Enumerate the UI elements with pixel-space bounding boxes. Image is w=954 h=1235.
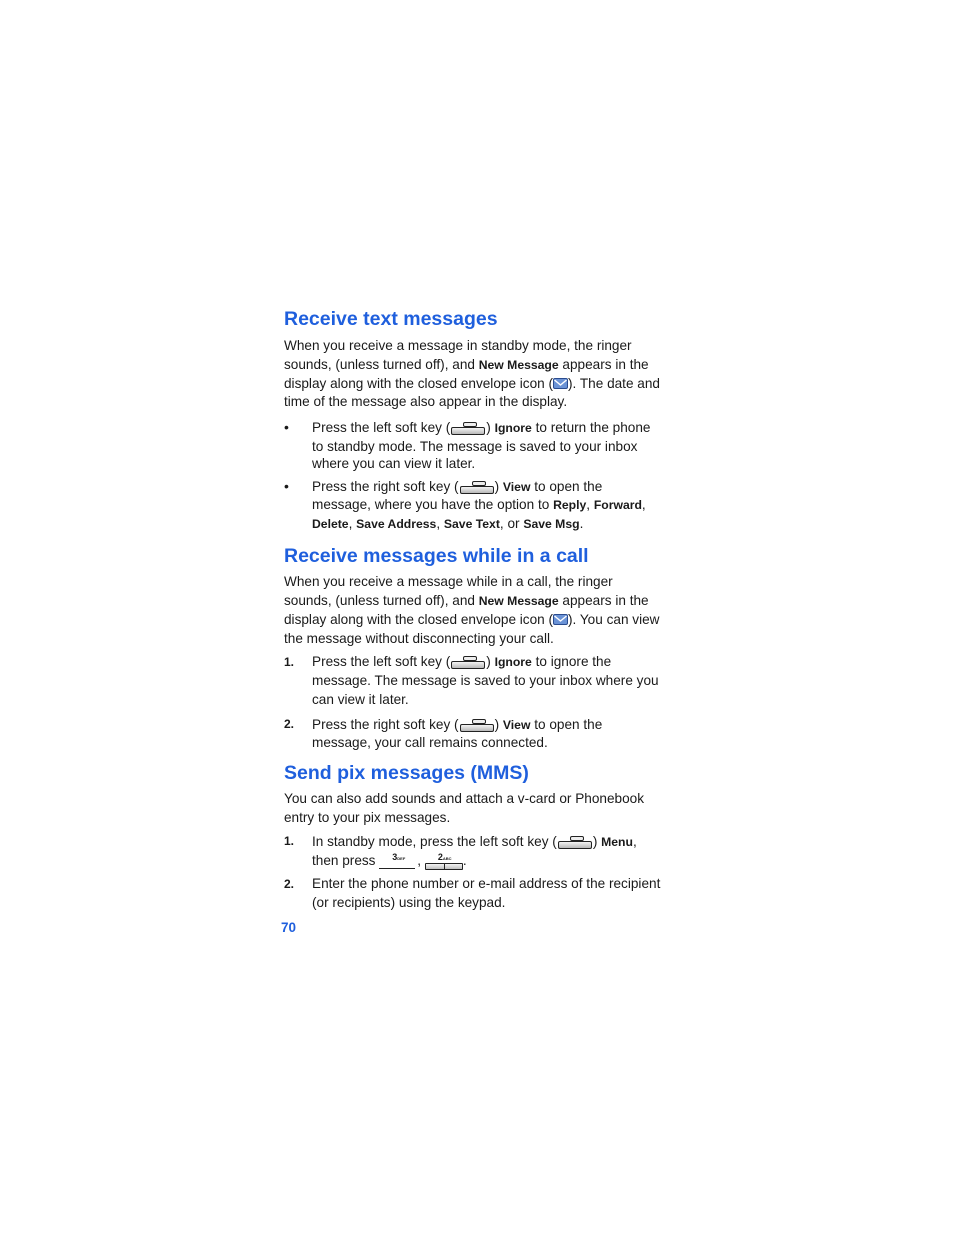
section-heading-send-pix: Send pix messages (MMS) — [284, 761, 529, 784]
envelope-icon — [553, 614, 568, 625]
key-3-icon: 3DEF — [379, 855, 417, 869]
manual-page-content — [284, 306, 664, 913]
list-item: 2. Enter the phone number or e-mail address of the recipient (or recipients) using the keypad. — [284, 876, 661, 911]
step-number: 1. — [284, 834, 295, 849]
section-intro: You can also add sounds and attach a v-card or Phonebook entry to your pix messages. — [284, 790, 644, 825]
section-intro: When you receive a message in standby mode, the ringer sounds, (unless turned off), and New Message appears in the display along with the closed envelope icon ( ). The date and time of the message also appear in the display. — [284, 338, 660, 410]
list-item: • Press the left soft key ( ) Ignore to return the phone to standby mode. The message is saved to your inbox where you can view it later. — [284, 419, 651, 472]
list-item: 1. Press the left soft key ( ) Ignore to ignore the message. The message is saved to your inbox where you can view it later. — [284, 654, 659, 707]
bullet-marker: • — [284, 419, 289, 436]
section-intro: When you receive a message while in a call, the ringer sounds, (unless turned off), and New Message appears in the display along with the closed envelope icon ( ). You can view the message without disconnecting your call. — [284, 574, 660, 646]
ui-term: Delete — [312, 516, 349, 531]
ui-term: View — [502, 717, 531, 732]
list-item: • Press the right soft key ( ) View to open the message, where you have the option to Reply, Forward, Delete, Save Address, Save Text, or Save Msg. — [284, 477, 646, 531]
ui-term: Forward — [593, 498, 642, 513]
left-soft-key-icon — [451, 656, 485, 668]
step-number: 2. — [284, 716, 295, 731]
section-heading-receive-in-call: Receive messages while in a call — [284, 545, 589, 568]
section-heading-receive-text: Receive text messages — [284, 308, 498, 330]
step-number: 1. — [284, 655, 295, 670]
right-soft-key-icon — [460, 719, 494, 731]
ui-term: Reply — [553, 498, 587, 513]
list-item: 1. In standby mode, press the left soft key ( ) Menu, then press 3DEF , 2ABC . — [284, 834, 637, 868]
ui-term: Save Text — [443, 516, 500, 531]
left-soft-key-icon — [558, 836, 592, 848]
step-number: 2. — [284, 877, 295, 892]
ui-term: View — [502, 479, 531, 494]
ui-term: Save Address — [356, 516, 437, 531]
right-soft-key-icon — [460, 481, 494, 493]
bullet-marker: • — [284, 477, 289, 494]
ui-term: Ignore — [494, 421, 532, 436]
ui-term: New Message — [478, 593, 559, 608]
key-2-icon: 2ABC — [425, 855, 463, 869]
ui-term: Ignore — [494, 655, 532, 670]
page-number: 70 — [281, 920, 297, 935]
envelope-icon — [553, 378, 568, 389]
ui-term: Menu — [601, 835, 633, 850]
list-item: 2. Press the right soft key ( ) View to open the message, your call remains connected. — [284, 716, 603, 751]
left-soft-key-icon — [451, 422, 485, 434]
ui-term: New Message — [478, 357, 559, 372]
ui-term: Save Msg — [523, 516, 580, 531]
